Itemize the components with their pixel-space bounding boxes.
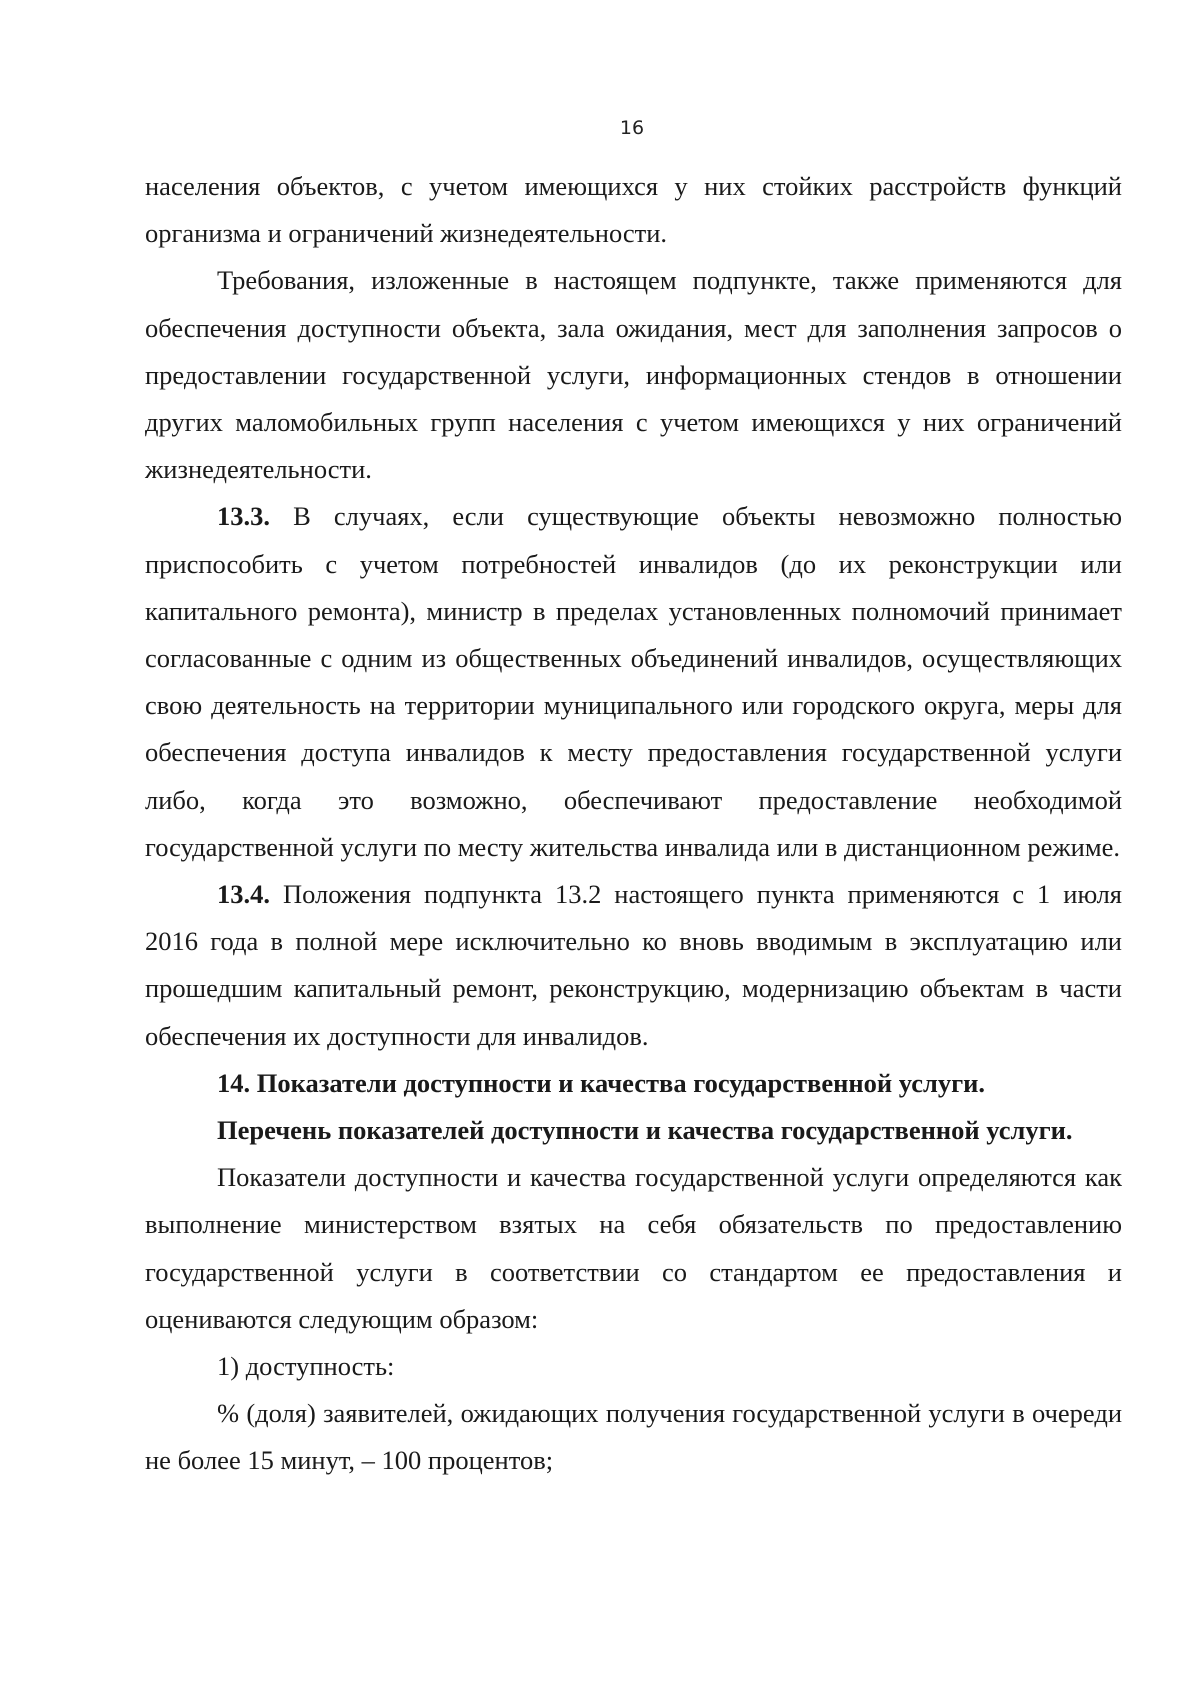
paragraph-queue-share: % (доля) заявителей, ожидающих получения государственной услуги в очереди не более 15 минут, – 100 процентов; — [145, 1398, 1122, 1476]
clause-number-13-3: 13.3. — [217, 501, 270, 532]
clause-text-13-3: В случаях, если существующие объекты невозможно полностью приспособить с учетом потребностей инвалидов (до их реконструкции или капитального ремонта), министр в пределах установленных полномочий принимает согласованные с одним из общественных объединений инвалидов, осуществляющих свою деятельность на территории муниципального или городского округа, меры для обеспечения доступа инвалидов к месту предоставления государственной услуги либо, когда это возможно, обеспечивают предоставление необходимой государственной услуги по месту жительства инвалида или в дистанционном режиме. — [145, 501, 1122, 862]
subsection-heading-indicators: Перечень показателей доступности и качества государственной услуги. — [217, 1115, 1073, 1146]
paragraph-13-4 — [145, 871, 1122, 1060]
clause-text-13-4: Положения подпункта 13.2 настоящего пункта применяются с 1 июля 2016 года в полной мере исключительно ко вновь вводимым в эксплуатацию или прошедшим капитальный ремонт, реконструкцию, модернизацию объектам в части обеспечения их доступности для инвалидов. — [145, 879, 1122, 1051]
section-heading-14: 14. Показатели доступности и качества государственной услуги. — [217, 1067, 986, 1098]
paragraph-indicators: Показатели доступности и качества государственной услуги определяются как выполнение министерством взятых на себя обязательств по предоставлению государственной услуги в соответствии со стандартом ее предоставления и оцениваются следующим образом: — [145, 1162, 1122, 1334]
clause-number-13-4: 13.4. — [217, 879, 270, 910]
list-item-accessibility: 1) доступность: — [217, 1351, 395, 1382]
paragraph-13-3 — [145, 493, 1122, 871]
document-body — [145, 163, 1122, 1485]
paragraph-requirements: Требования, изложенные в настоящем подпункте, также применяются для обеспечения доступности объекта, зала ожидания, мест для заполнения запросов о предоставлении государственной услуги, информационных стендов в отношении других маломобильных групп населения с учетом имеющихся у них ограничений жизнедеятельности. — [145, 265, 1122, 485]
page-number: 16 — [619, 117, 645, 139]
paragraph-continuation: населения объектов, с учетом имеющихся у них стойких расстройств функций организма и ограничений жизнедеятельности. — [145, 171, 1122, 249]
